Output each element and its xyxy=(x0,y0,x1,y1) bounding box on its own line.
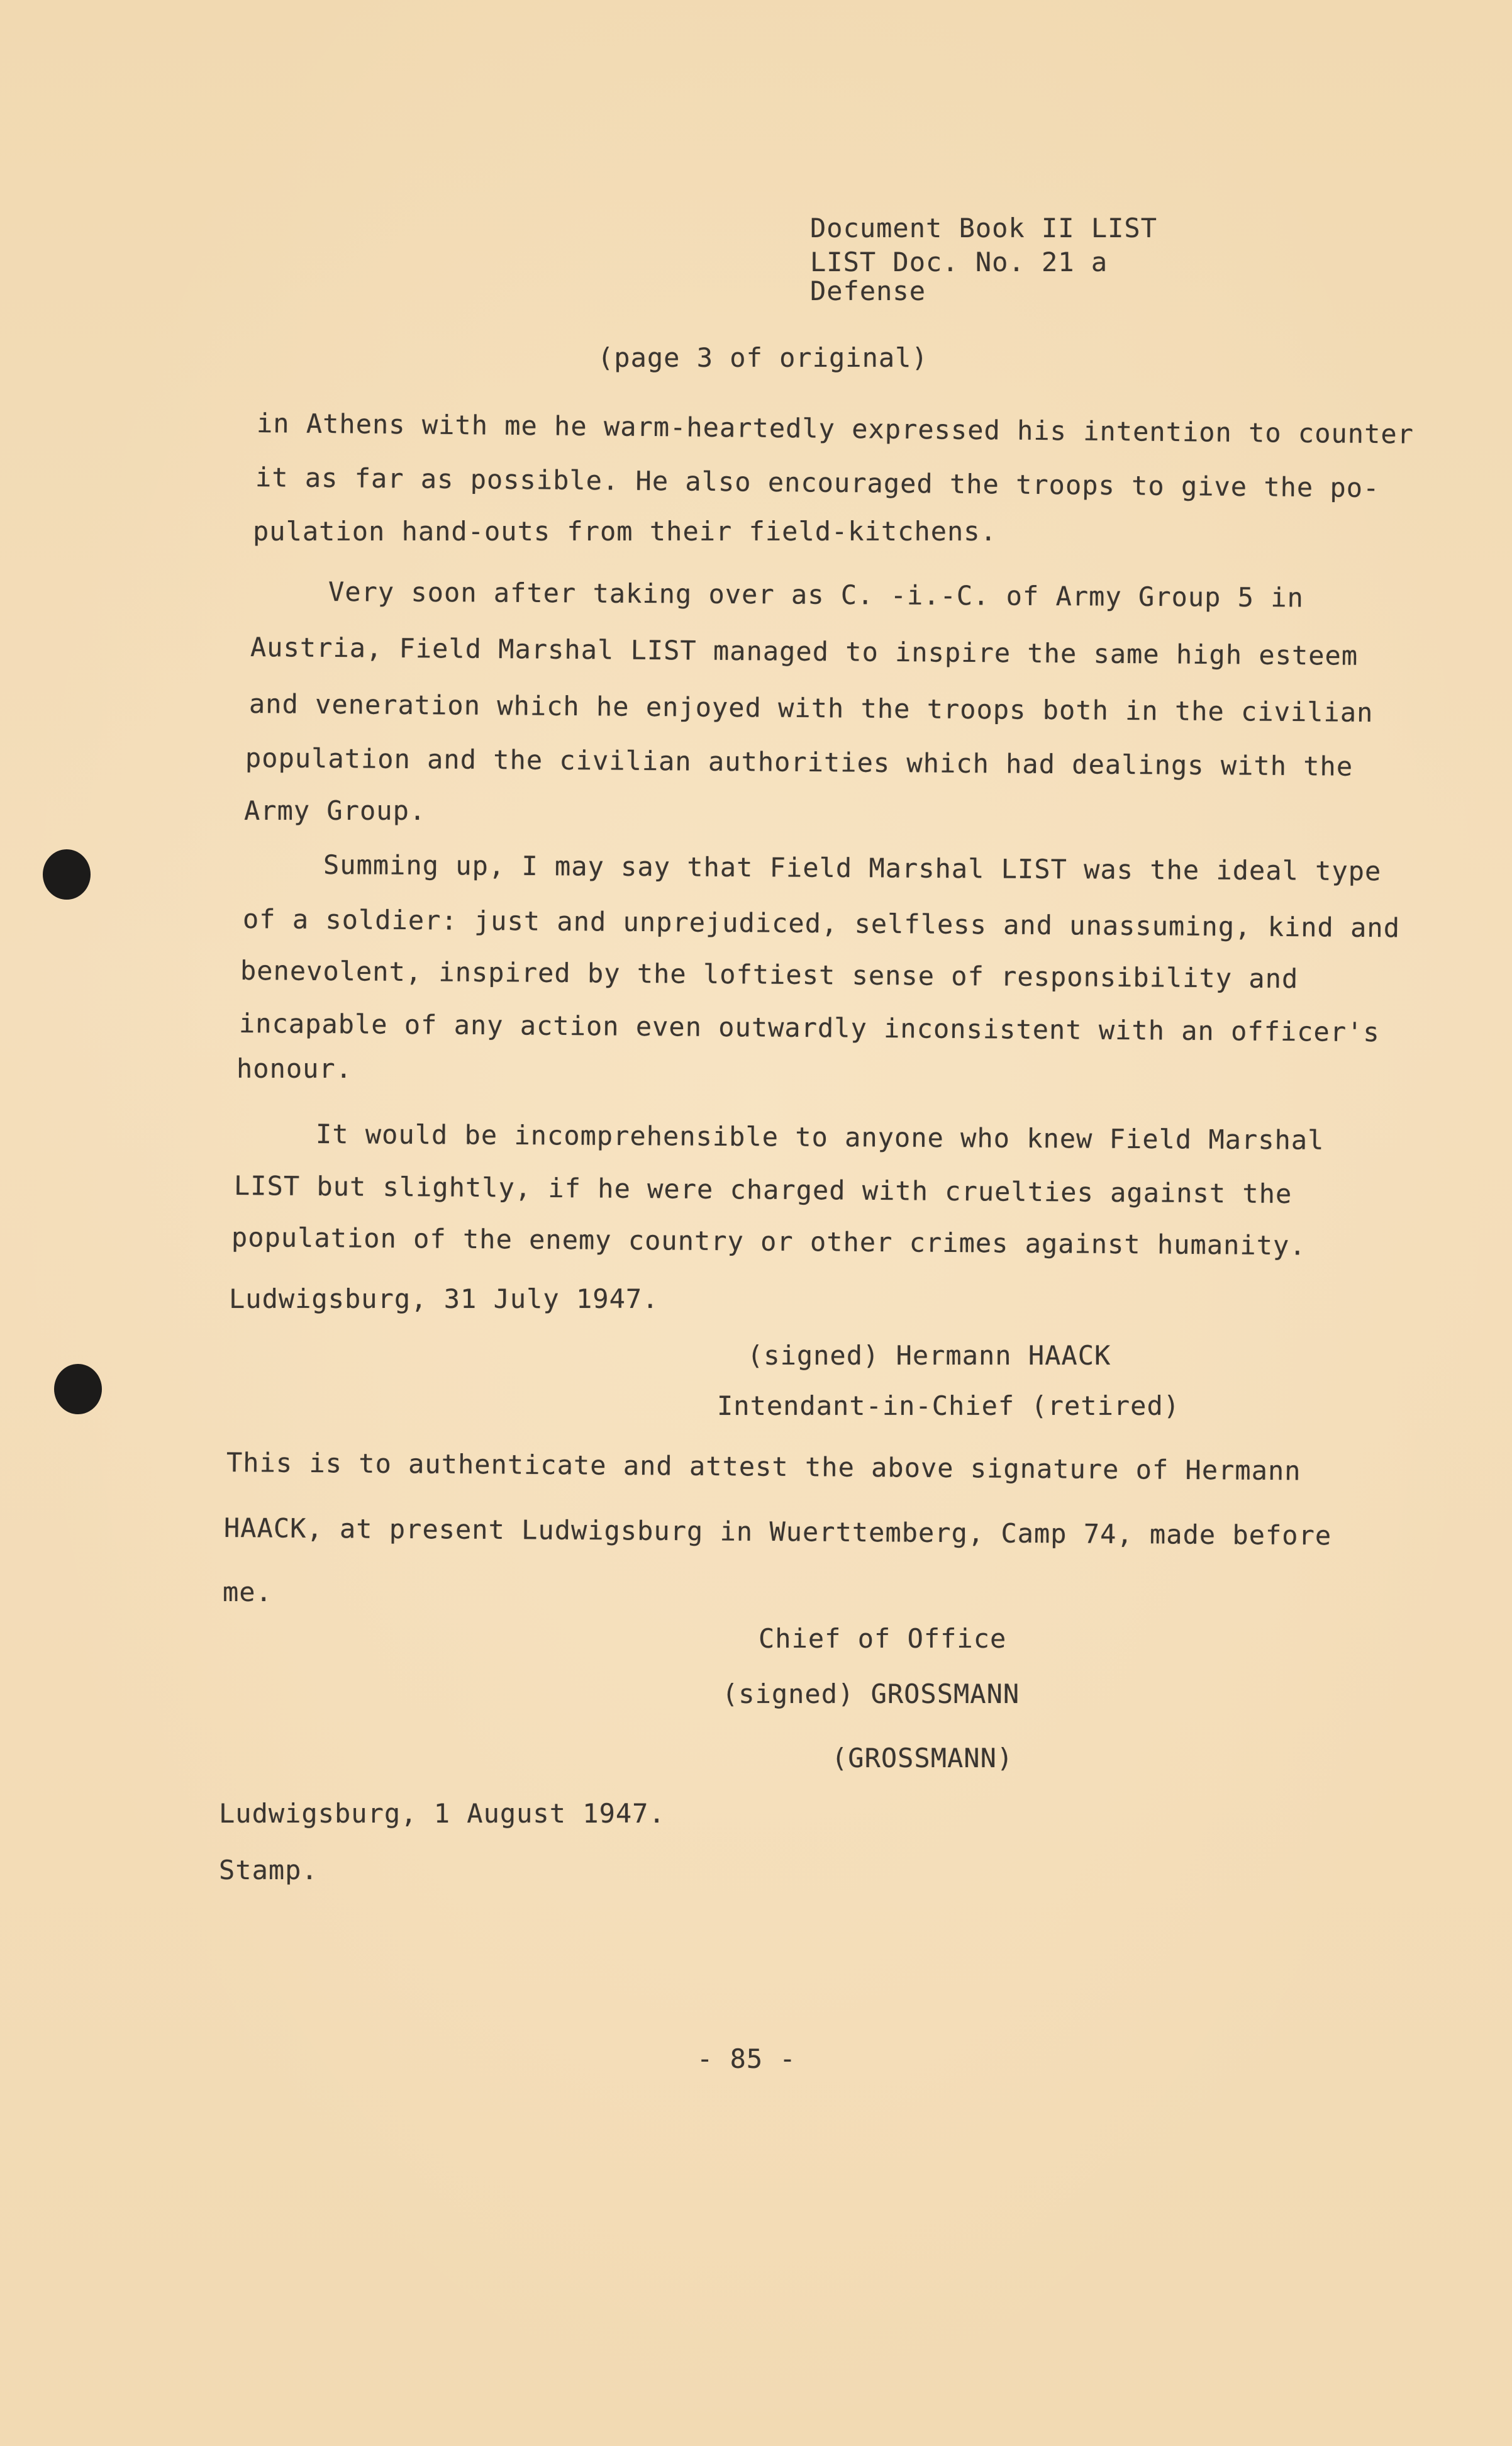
header-line-2: LIST Doc. No. 21 a xyxy=(810,247,1108,277)
body-line: Summing up, I may say that Field Marshal LIST was the ideal type xyxy=(323,849,1382,887)
authentication-line: me. xyxy=(223,1577,272,1607)
punch-hole-top xyxy=(43,849,91,900)
body-line: in Athens with me he warm-heartedly expressed his intention to counter xyxy=(256,408,1415,450)
body-line: pulation hand-outs from their field-kitchens. xyxy=(253,516,997,547)
punch-hole-bottom xyxy=(54,1364,102,1414)
body-line: of a soldier: just and unprejudiced, selfless and unassuming, kind and xyxy=(242,903,1401,944)
body-line: Austria, Field Marshal LIST managed to inspire the same high esteem xyxy=(250,632,1359,671)
page-number: - 85 - xyxy=(697,2043,796,2074)
body-line: It would be incomprehensible to anyone who knew Field Marshal xyxy=(315,1119,1325,1156)
body-line: honour. xyxy=(236,1053,353,1084)
place-date-2: Ludwigsburg, 1 August 1947. xyxy=(219,1798,665,1829)
page-reference: (page 3 of original) xyxy=(598,342,928,373)
signature-2-office: Chief of Office xyxy=(759,1623,1007,1654)
body-line: population of the enemy country or other crimes against humanity. xyxy=(231,1222,1306,1261)
body-line: incapable of any action even outwardly inconsistent with an officer's xyxy=(238,1008,1380,1048)
body-line: LIST but slightly, if he were charged with cruelties against the xyxy=(233,1170,1292,1210)
authentication-line: HAACK, at present Ludwigsburg in Wuerttemberg, Camp 74, made before xyxy=(223,1512,1332,1551)
body-line: it as far as possible. He also encouraged the troops to give the po- xyxy=(255,462,1380,504)
signature-1-signed: (signed) Hermann HAACK xyxy=(747,1340,1111,1371)
body-line: population and the civilian authorities which had dealings with the xyxy=(245,742,1354,782)
place-date-1: Ludwigsburg, 31 July 1947. xyxy=(229,1283,659,1314)
signature-2-signed: (signed) GROSSMANN xyxy=(722,1678,1020,1709)
header-line-3: Defense xyxy=(810,276,926,306)
body-line: Army Group. xyxy=(244,795,426,826)
signature-1-title: Intendant-in-Chief (retired) xyxy=(717,1390,1181,1421)
stamp-note: Stamp. xyxy=(219,1855,318,1885)
signature-2-name: (GROSSMANN) xyxy=(831,1743,1014,1773)
header-line-1: Document Book II LIST xyxy=(810,213,1158,243)
body-line: benevolent, inspired by the loftiest sense of responsibility and xyxy=(240,955,1299,995)
authentication-line: This is to authenticate and attest the above signature of Hermann xyxy=(226,1447,1301,1487)
body-line: Very soon after taking over as C. -i.-C. of Army Group 5 in xyxy=(328,576,1304,613)
body-line: and veneration which he enjoyed with the troops both in the civilian xyxy=(248,688,1374,729)
